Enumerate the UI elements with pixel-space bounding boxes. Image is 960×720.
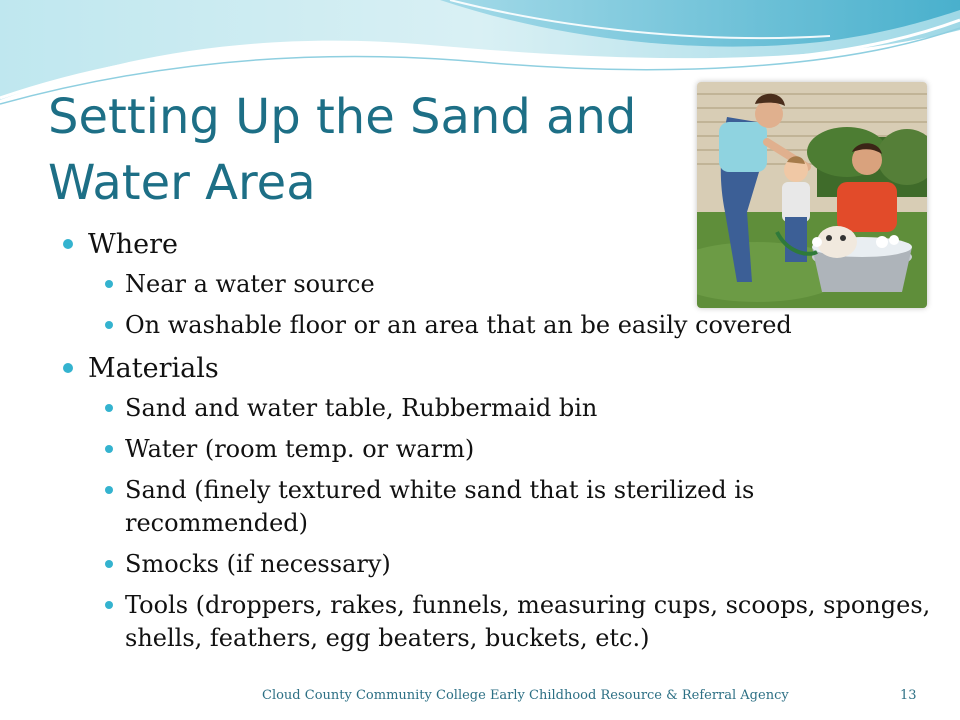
slide-title-line2: Water Area xyxy=(48,155,316,211)
slide-footer: Cloud County Community College Early Childhood Resource & Referral Agency xyxy=(262,688,789,703)
bullet-where: Where xyxy=(60,226,940,264)
slide-title-line1: Setting Up the Sand and xyxy=(48,89,637,145)
bullet-tools: Tools (droppers, rakes, funnels, measuring cups, scoops, sponges, shells, feathers, egg beaters, buckets, etc.) xyxy=(98,589,940,655)
section-where xyxy=(60,226,940,342)
bullet-materials: Materials xyxy=(60,350,940,388)
bullet-near-water-source: Near a water source xyxy=(98,268,940,301)
page-number: 13 xyxy=(900,688,917,703)
bullet-washable-floor: On washable floor or an area that an be easily covered xyxy=(98,309,940,342)
section-materials xyxy=(60,350,940,655)
bullet-smocks: Smocks (if necessary) xyxy=(98,548,940,581)
bullet-sand: Sand (finely textured white sand that is sterilized is recommended) xyxy=(98,474,940,540)
slide-title xyxy=(48,84,688,216)
slide-body xyxy=(60,226,940,663)
bullet-sand-water-table: Sand and water table, Rubbermaid bin xyxy=(98,392,940,425)
bullet-water: Water (room temp. or warm) xyxy=(98,433,940,466)
